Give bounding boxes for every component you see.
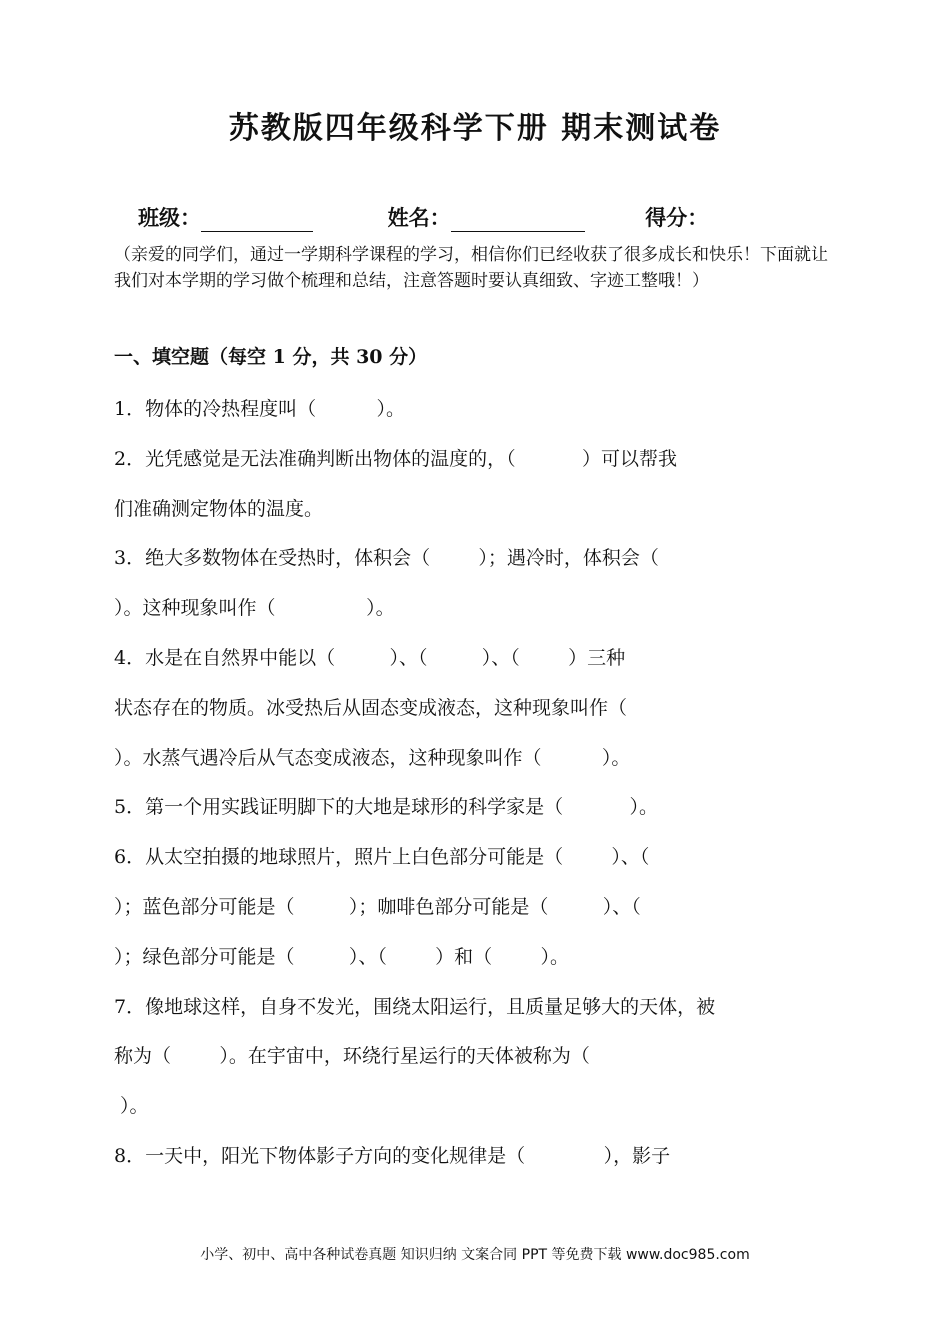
question-line: 状态存在的物质。冰受热后从固态变成液态，这种现象叫作（: [114, 697, 628, 719]
question-line: ）。水蒸气遇冷后从气态变成液态，这种现象叫作（ ）。: [114, 747, 631, 769]
question-line: 6．从太空拍摄的地球照片，照片上白色部分可能是（ ）、（: [114, 846, 650, 868]
section-heading: 一、填空题（每空 1 分，共 30 分）: [114, 346, 428, 368]
question-line: 们准确测定物体的温度。: [114, 498, 324, 520]
question-line: ）。这种现象叫作（ ）。: [114, 597, 395, 619]
question-line: 5．第一个用实践证明脚下的大地是球形的科学家是（ ）。: [114, 796, 659, 818]
student-info-row: [138, 202, 708, 232]
question-line: ）。: [114, 1095, 149, 1117]
question-line: 1．物体的冷热程度叫（ ）。: [114, 398, 405, 420]
page-title: 苏教版四年级科学下册 期末测试卷: [228, 111, 722, 146]
question-line: 7．像地球这样，自身不发光，围绕太阳运行，且质量足够大的天体，被: [114, 996, 716, 1018]
name-blank[interactable]: [451, 209, 585, 232]
question-line: ）；蓝色部分可能是（ ）；咖啡色部分可能是（ ）、（: [114, 896, 641, 918]
question-line: 称为（ ）。在宇宙中，环绕行星运行的天体被称为（: [114, 1045, 590, 1067]
question-line: 2．光凭感觉是无法准确判断出物体的温度的，（ ）可以帮我: [114, 448, 678, 470]
score-label: 得分：: [645, 205, 709, 230]
question-line: 8．一天中，阳光下物体影子方向的变化规律是（ ），影子: [114, 1145, 671, 1167]
intro-paragraph: （亲爱的同学们，通过一学期科学课程的学习，相信你们已经收获了很多成长和快乐！下面就让我们对本学期的学习做个梳理和总结，注意答题时要认真细致、字迹工整哦！）: [114, 245, 828, 291]
class-label: 班级：: [138, 205, 201, 230]
name-label: 姓名：: [387, 205, 451, 230]
question-line: 3．绝大多数物体在受热时，体积会（ ）；遇冷时，体积会（: [114, 547, 659, 569]
question-line: 4．水是在自然界中能以（ ）、（ ）、（ ）三种: [114, 647, 626, 669]
question-line: ）；绿色部分可能是（ ）、（ ）和（ ）。: [114, 946, 569, 968]
footer-text: 小学、初中、高中各种试卷真题 知识归纳 文案合同 PPT 等免费下载 www.doc985.com: [200, 1247, 750, 1263]
class-blank[interactable]: [201, 209, 313, 232]
